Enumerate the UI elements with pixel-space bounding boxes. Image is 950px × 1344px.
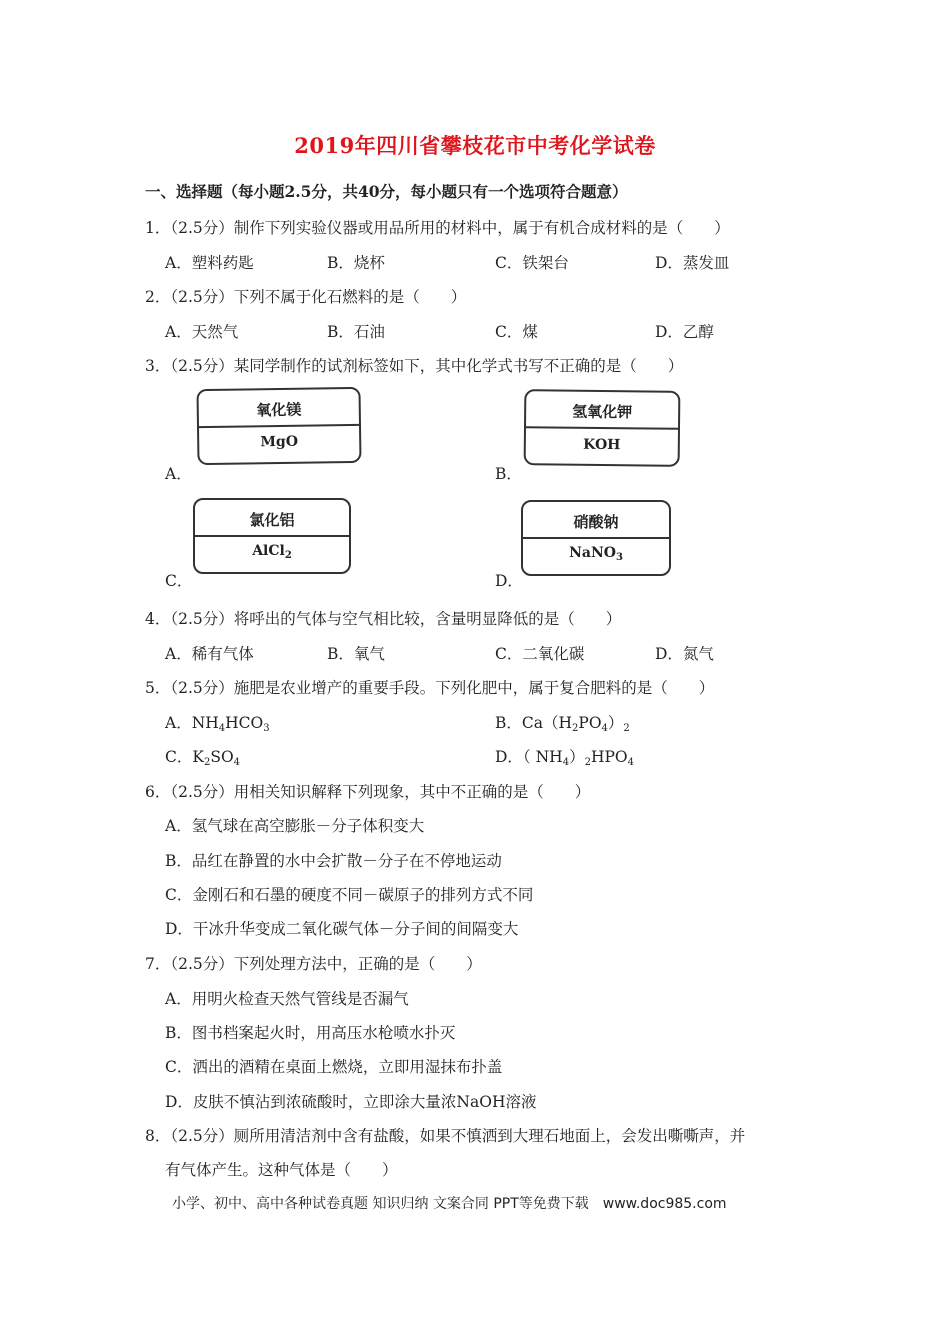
q6-option-b: B．品红在静置的水中会扩散－分子在不停地运动 <box>165 852 502 870</box>
q5-option-b: B．$Ca(H_2PO_4)_2$ <box>495 714 630 734</box>
q1-option-b: B．烧杯 <box>327 254 385 272</box>
q3-option-d: D． <box>495 572 523 590</box>
q3-option-c: C． <box>165 572 193 590</box>
label-a-name: 氧化镁 <box>256 400 302 420</box>
question-8-stem-line-1: 8．（2.5分）厕所用清洁剂中含有盐酸，如果不慎洒到大理石地面上，会发出嘶嘶声，并 <box>145 1127 746 1145</box>
label-c-name: 氯化铝 <box>249 511 295 529</box>
q1-option-c: C．铁架台 <box>495 254 569 272</box>
q7-option-c: C．洒出的酒精在桌面上燃烧，立即用湿抹布扑盖 <box>165 1058 503 1076</box>
reagent-label-a <box>196 387 361 465</box>
q6-option-d: D．干冰升华变成二氧化碳气体－分子间的间隔变大 <box>165 920 519 938</box>
reagent-label-b <box>524 389 681 467</box>
exam-title: 2019年四川省攀枝花市中考化学试卷 <box>294 133 656 158</box>
label-d-formula: NaNO$_3$ <box>569 545 623 563</box>
q2-option-b: B．石油 <box>327 323 385 341</box>
q2-option-d: D．乙醇 <box>655 323 714 341</box>
question-6-stem: 6．（2.5分）用相关知识解释下列现象，其中不正确的是（ ） <box>145 783 591 801</box>
label-b-name: 氢氧化钾 <box>572 402 633 422</box>
q7-option-d: D．皮肤不慎沾到浓硫酸时，立即涂大量浓NaOH溶液 <box>165 1093 537 1111</box>
q2-option-a: A．天然气 <box>165 323 239 341</box>
question-8-stem-line-2: 有气体产生。这种气体是（ ） <box>165 1161 398 1179</box>
question-5-stem: 5．（2.5分）施肥是农业增产的重要手段。下列化肥中，属于复合肥料的是（ ） <box>145 679 715 697</box>
question-3-stem: 3．（2.5分）某同学制作的试剂标签如下，其中化学式书写不正确的是（ ） <box>145 357 684 375</box>
label-a-divider <box>199 424 359 428</box>
label-b-divider <box>526 426 678 430</box>
q1-option-a: A．塑料药匙 <box>165 254 254 272</box>
q4-option-a: A．稀有气体 <box>165 645 254 663</box>
q4-option-d: D．氮气 <box>655 645 714 663</box>
q1-option-d: D．蒸发皿 <box>655 254 730 272</box>
reagent-label-d <box>521 500 671 576</box>
question-1-stem: 1．（2.5分）制作下列实验仪器或用品所用的材料中，属于有机合成材料的是（ ） <box>145 219 730 237</box>
q5-option-c: C．$K_2SO_4$ <box>165 748 241 768</box>
q4-option-b: B．氧气 <box>327 645 385 663</box>
q3-option-a: A． <box>165 465 192 483</box>
question-7-stem: 7．（2.5分）下列处理方法中，正确的是（ ） <box>145 955 482 973</box>
q7-option-a: A．用明火检查天然气管线是否漏气 <box>165 990 409 1008</box>
q5-option-d: D．（ $NH_4)_2HPO_4$ <box>495 748 634 768</box>
q2-option-c: C．煤 <box>495 323 538 341</box>
q6-option-a: A．氢气球在高空膨胀－分子体积变大 <box>165 817 425 835</box>
question-4-stem: 4．（2.5分）将呼出的气体与空气相比较，含量明显降低的是（ ） <box>145 610 622 628</box>
label-a-formula: MgO <box>260 433 299 451</box>
q6-option-c: C．金刚石和石墨的硬度不同－碳原子的排列方式不同 <box>165 886 534 904</box>
q3-option-b: B． <box>495 465 522 483</box>
q5-option-a: A．$NH_4HCO_3$ <box>165 714 270 734</box>
label-c-formula: AlCl$_2$ <box>252 543 292 561</box>
q4-option-c: C．二氧化碳 <box>495 645 585 663</box>
q7-option-b: B．图书档案起火时，用高压水枪喷水扑灭 <box>165 1024 456 1042</box>
question-2-stem: 2．（2.5分）下列不属于化石燃料的是（ ） <box>145 288 467 306</box>
section-heading: 一、选择题（每小题2.5分，共40分，每小题只有一个选项符合题意） <box>145 182 628 201</box>
label-c-divider <box>195 535 349 537</box>
label-d-divider <box>523 537 669 539</box>
page-footer: 小学、初中、高中各种试卷真题 知识归纳 文案合同 PPT等免费下载 www.doc985.com <box>172 1196 727 1212</box>
label-b-formula: KOH <box>583 436 621 454</box>
reagent-label-c <box>193 498 351 574</box>
label-d-name: 硝酸钠 <box>573 513 619 531</box>
